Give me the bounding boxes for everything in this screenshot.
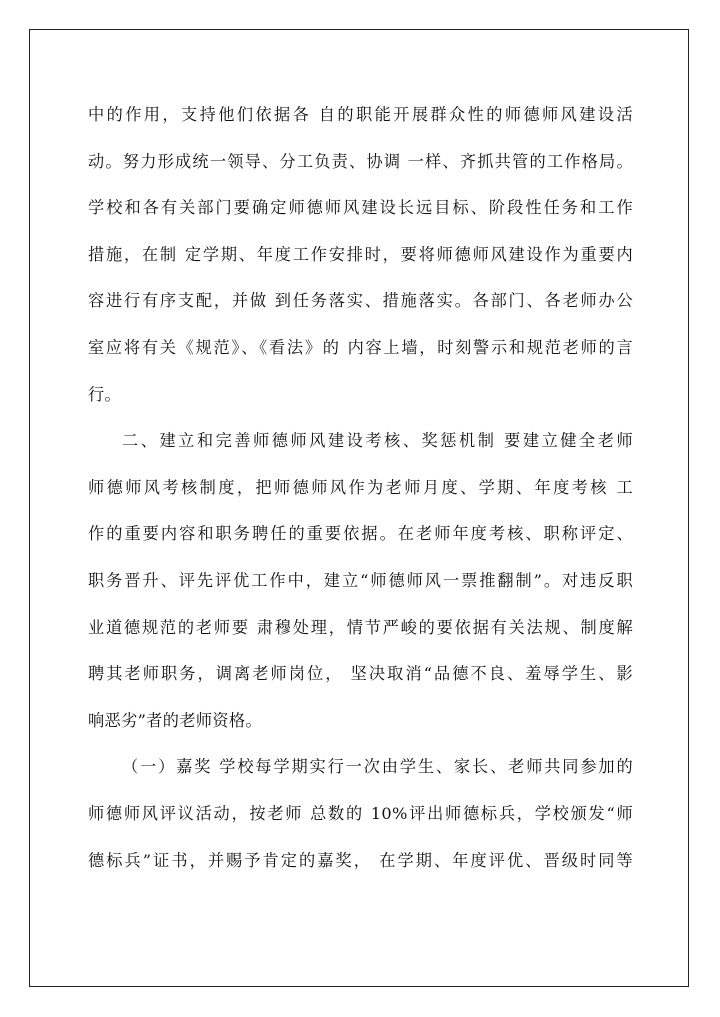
section-heading-line: 二、建立和完善师德师风建设考核、奖惩机制 要建立健全老师: [122, 431, 633, 451]
paragraph-line-7: 行。: [88, 384, 122, 404]
paragraph-line-14: 响恶劣”者的老师资格。: [88, 710, 262, 730]
paragraph-line-5: 容进行有序支配，并做 到任务落实、措施落实。各部门、各老师办公: [88, 291, 633, 311]
paragraph-line-1: 中的作用，支持他们依据各 自的职能开展群众性的师德师风建设活: [88, 105, 633, 124]
paragraph-line-16: 师德师风评议活动，按老师 总数的 10%评出师德标兵，学校颁发“师: [88, 803, 633, 823]
subsection-heading-line: （一）嘉奖 学校每学期实行一次由学生、家长、老师共同参加的: [122, 757, 633, 777]
paragraph-line-17: 德标兵”证书，并赐予肯定的嘉奖， 在学期、年度评优、晋级时同等: [88, 850, 633, 870]
paragraph-line-13: 聘其老师职务，调离老师岗位， 坚决取消“品德不良、羞辱学生、影: [88, 664, 633, 684]
paragraph-line-9: 师德师风考核制度，把师德师风作为老师月度、学期、年度考核 工: [88, 477, 633, 497]
paragraph-line-3: 学校和各有关部门要确定师德师风建设长远目标、阶段性任务和工作: [88, 198, 633, 218]
paragraph-line-10: 作的重要内容和职务聘任的重要依据。在老师年度考核、职称评定、: [88, 524, 633, 544]
paragraph-line-4: 措施，在制 定学期、年度工作安排时，要将师德师风建设作为重要内: [88, 244, 633, 264]
document-body: [88, 92, 633, 884]
paragraph-line-12: 业道德规范的老师要 肃穆处理，情节严峻的要依据有关法规、制度解: [88, 617, 633, 637]
paragraph-line-6: 室应将有关《规范》、《看法》的 内容上墙，时刻警示和规范老师的言: [88, 337, 633, 357]
paragraph-line-2: 动。努力形成统一领导、分工负责、协调 一样、齐抓共管的工作格局。: [88, 151, 633, 171]
paragraph-line-11: 职务晋升、评先评优工作中，建立“师德师风一票推翻制”。对违反职: [88, 570, 633, 590]
